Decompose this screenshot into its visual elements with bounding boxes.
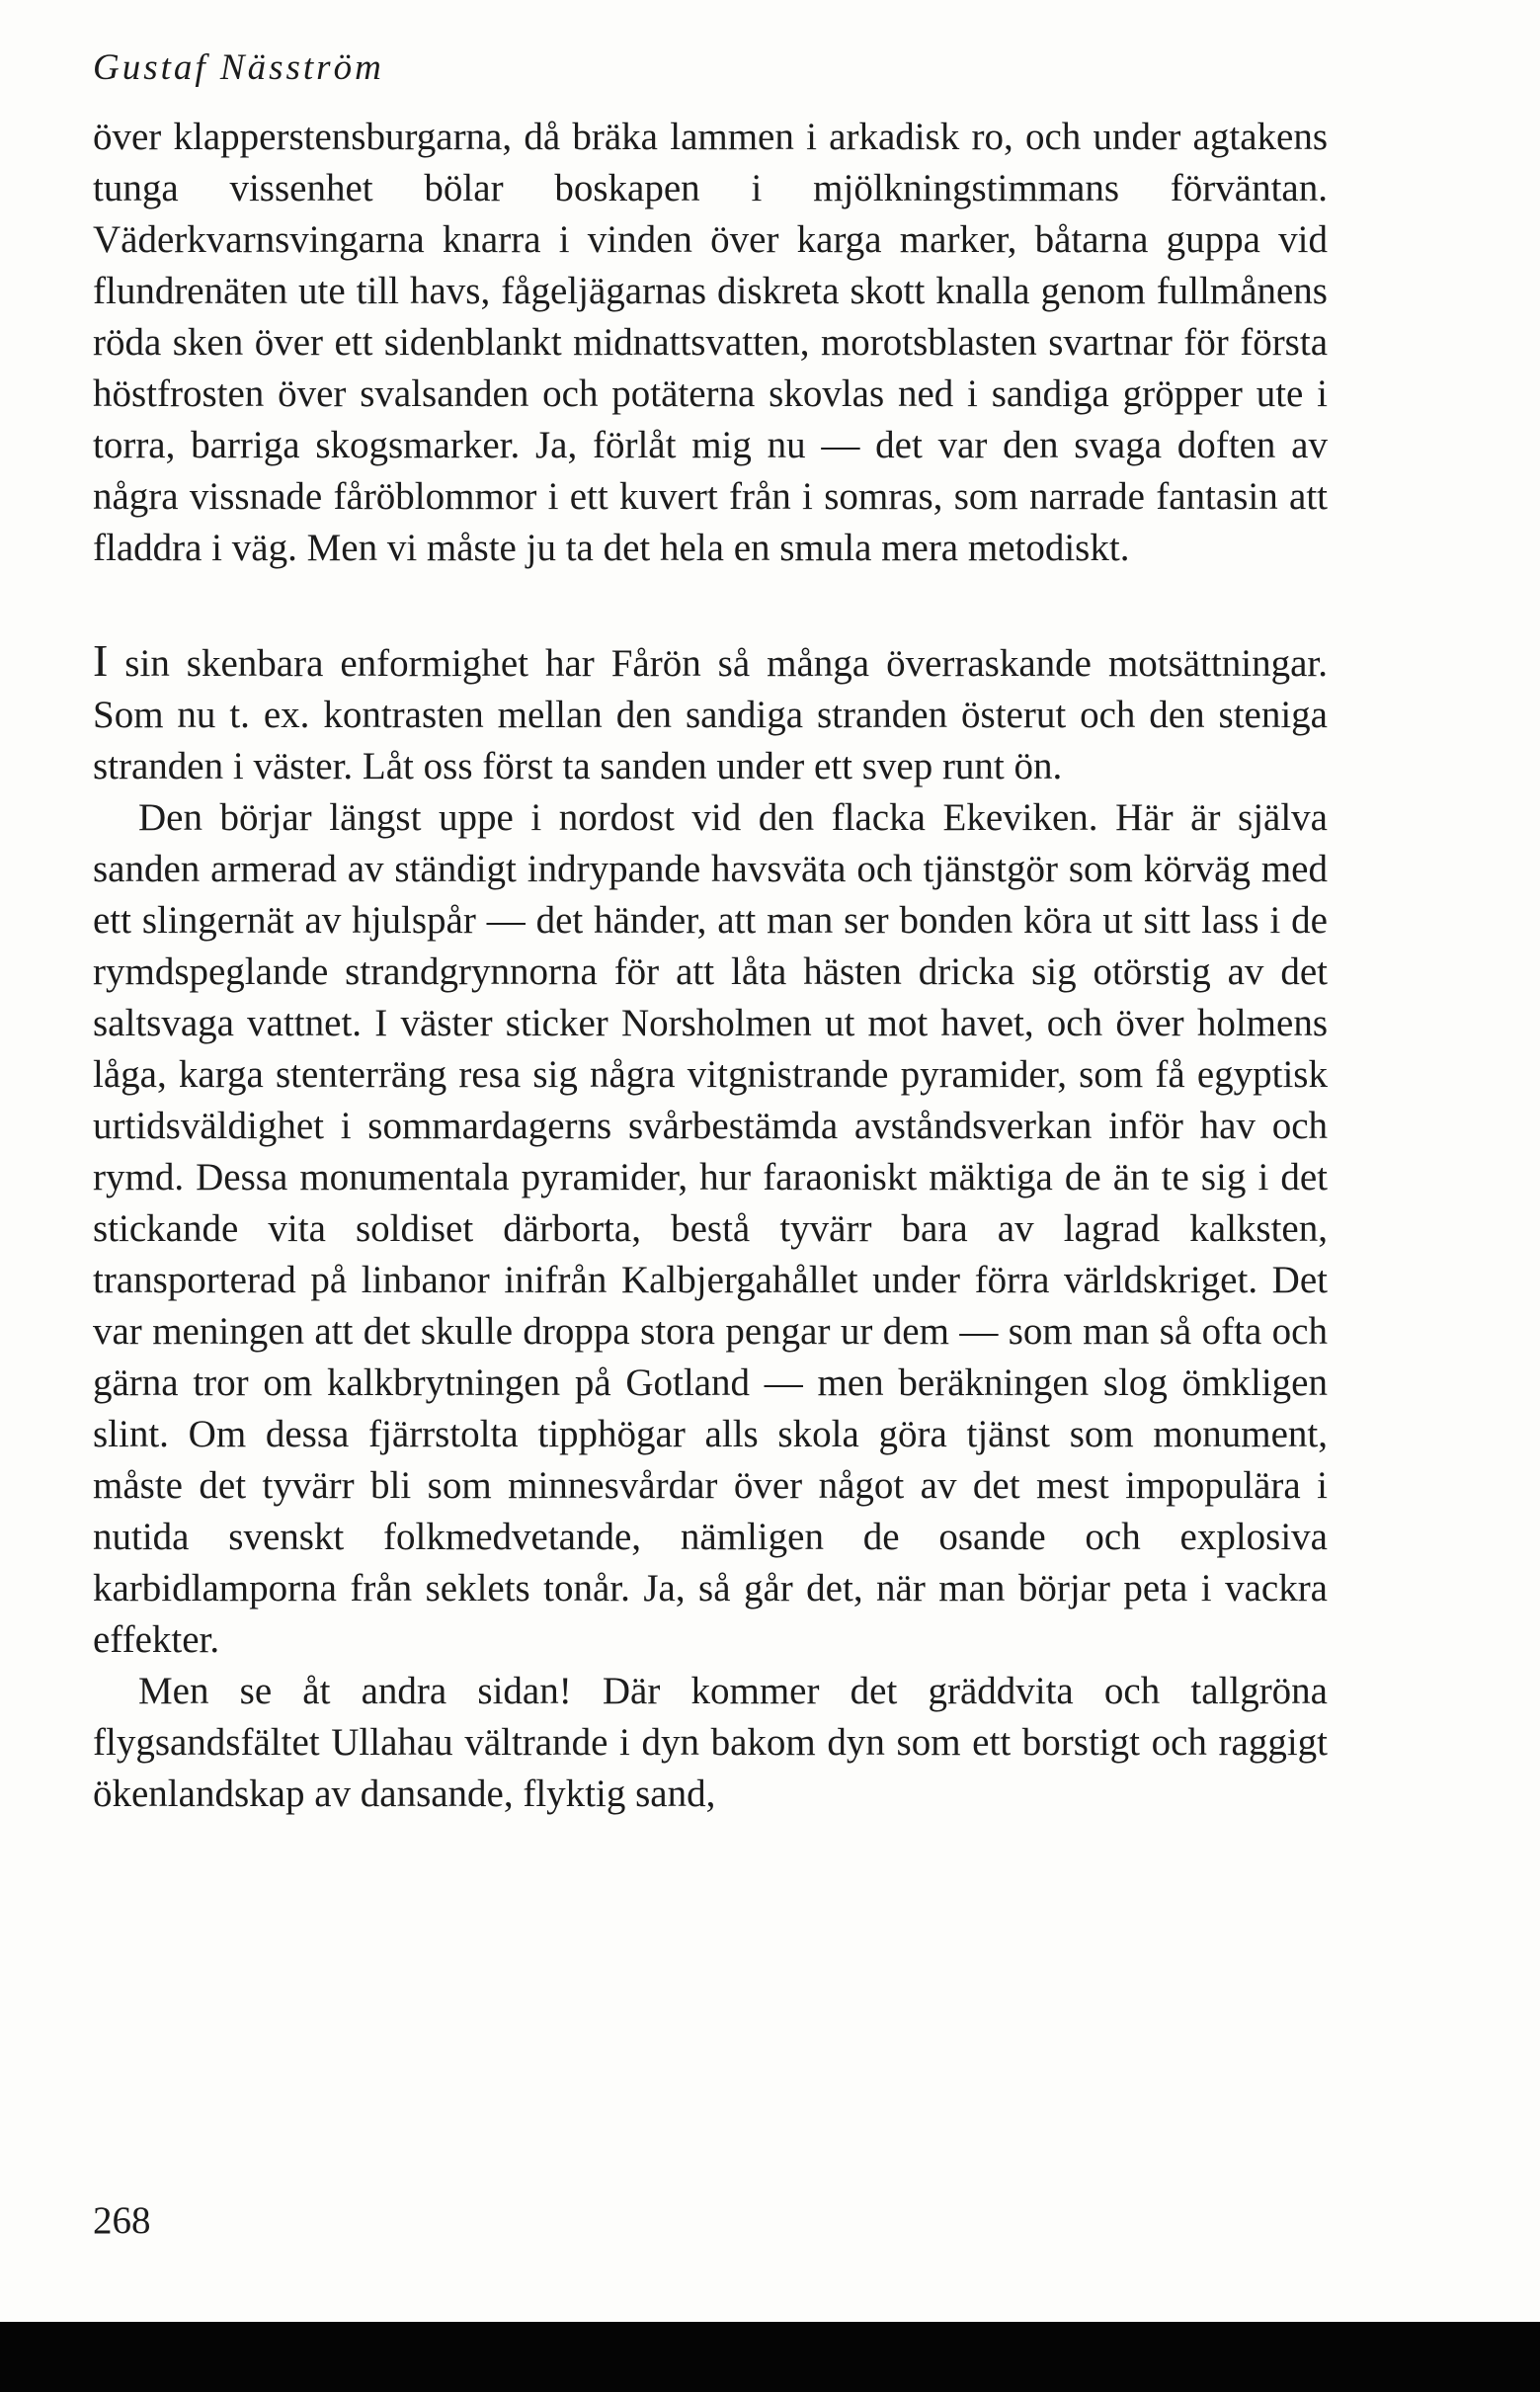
section-break xyxy=(93,574,1328,635)
running-head-author: Gustaf Näsström xyxy=(93,47,384,88)
paragraph-ullahau: Men se åt andra sidan! Där kommer det gräddvita och tallgröna flygsandsfältet Ullahau vältrande i dyn bakom dyn som ett borstigt och raggigt ökenlandskap av dansande, flyktig sand, xyxy=(93,1670,1328,1815)
paragraph-section-opening xyxy=(93,635,1328,792)
page-number: 268 xyxy=(93,2199,151,2242)
section-initial-letter: I xyxy=(93,635,109,686)
body-text xyxy=(93,112,1328,1820)
section-opening-text: sin skenbara enformighet har Fårön så många överraskande motsättningar. Som nu t. ex. kontrasten mellan den sandiga stranden österut och den steniga stranden i väster. Låt oss först ta sanden under ett svep runt ön. xyxy=(93,642,1328,787)
paragraph-continued: över klapperstensburgarna, då bräka lammen i arkadisk ro, och under agtakens tunga vissenhet bölar boskapen i mjölkningstimmans förväntan. Väderkvarnsvingarna knarra i vinden över karga marker, båtarna guppa vid flundrenäten ute till havs, fågeljägarnas diskreta skott knalla genom fullmånens röda sken över ett sidenblankt midnattsvatten, morotsblasten svartnar för första höstfrosten över svalsanden och potäterna skovlas ned i sandiga gröpper ute i torra, barriga skogsmarker. Ja, förlåt mig nu — det var den svaga doften av några vissnade fåröblommor i ett kuvert från i somras, som narrade fantasin att fladdra i väg. Men vi måste ju ta det hela en smula mera metodiskt. xyxy=(93,116,1328,569)
scan-edge-band xyxy=(0,2322,1540,2392)
paragraph-ekeviken: Den börjar längst uppe i nordost vid den flacka Ekeviken. Här är själva sanden armerad av ständigt indrypande havsväta och tjänstgör som körväg med ett slingernät av hjulspår — det händer, att man ser bonden köra ut sitt lass i de rymdspeglande strandgrynnorna för att låta hästen dricka sig otörstig av det saltsvaga vattnet. I väster sticker Norsholmen ut mot havet, och över holmens låga, karga stenterräng resa sig några vitgnistrande pyramider, som få egyptisk urtidsväldighet i sommardagerns svårbestämda avståndsverkan inför hav och rymd. Dessa monumentala pyramider, hur faraoniskt mäktiga de än te sig i det stickande vita soldiset därborta, bestå tyvärr bara av lagrad kalksten, transporterad på linbanor inifrån Kalbjergahållet under förra världskriget. Det var meningen att det skulle droppa stora pengar ur dem — som man så ofta och gärna tror om kalkbrytningen på Gotland — men beräkningen slog ömkligen slint. Om dessa fjärrstolta tipphögar alls skola göra tjänst som monument, måste det tyvärr bli som minnesvårdar över något av det mest impopulära i nutida svenskt folkmedvetande, nämligen de osande och explosiva karbidlamporna från seklets tonår. Ja, så går det, när man börjar peta i vackra effekter. xyxy=(93,796,1328,1661)
